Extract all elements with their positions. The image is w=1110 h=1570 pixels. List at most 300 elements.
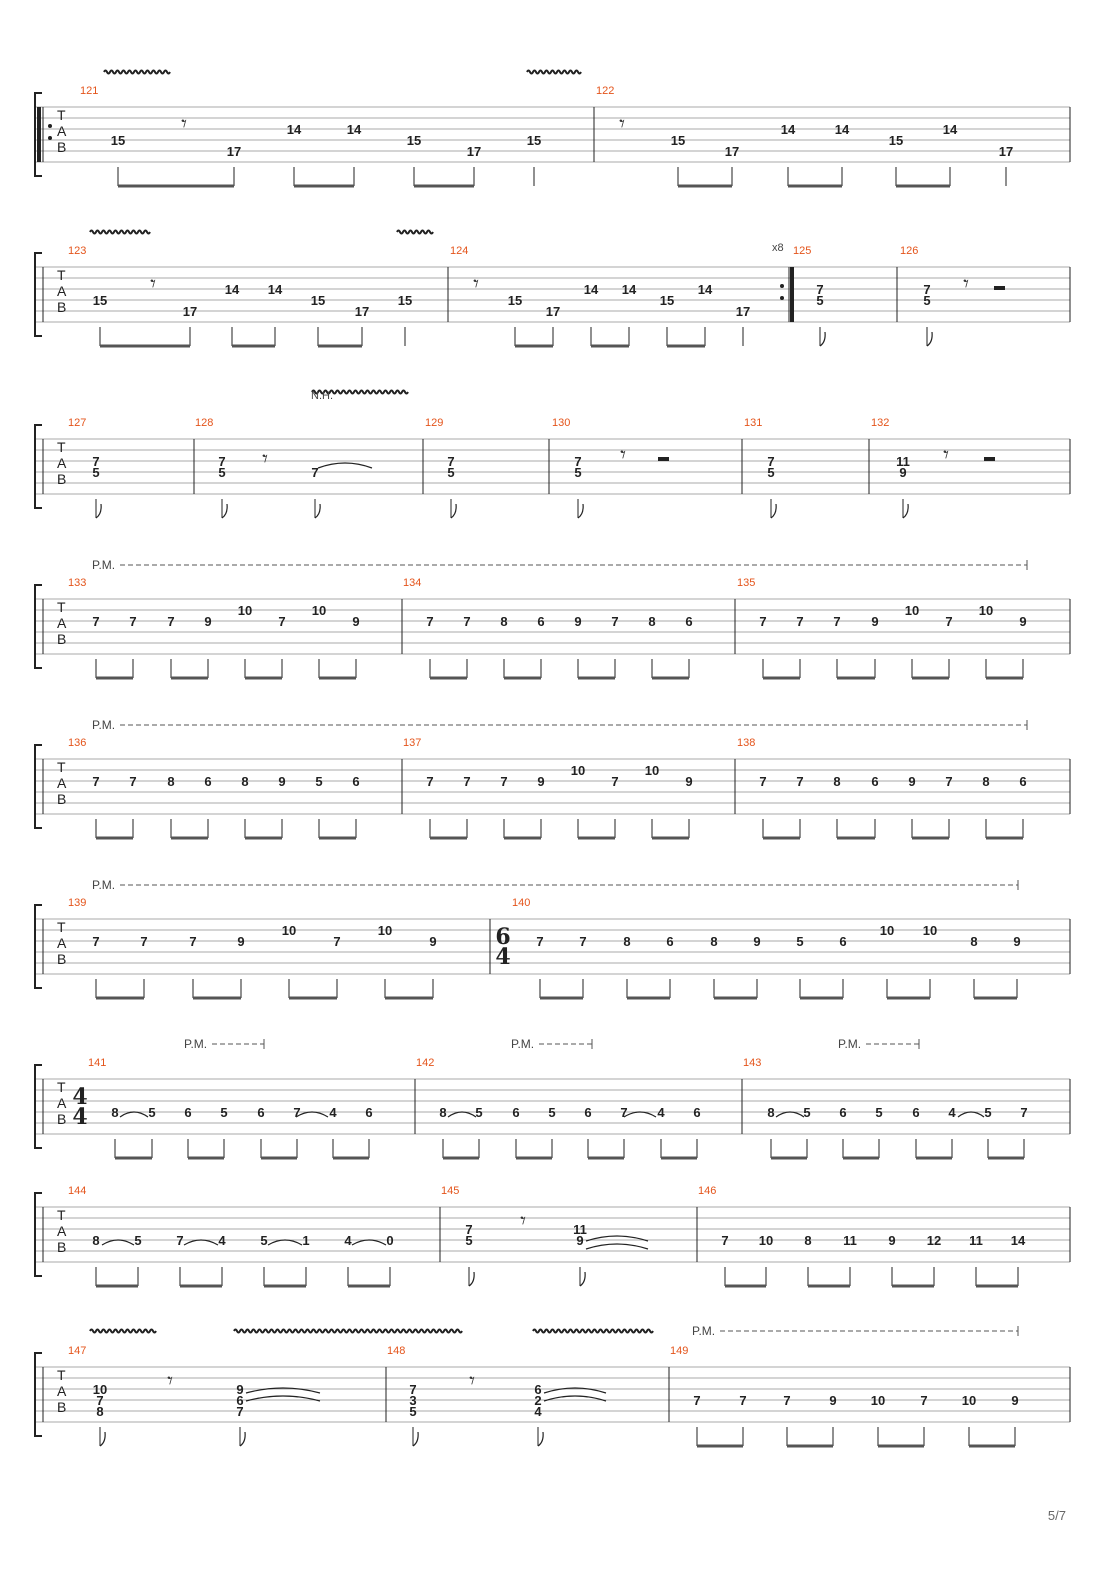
fret-number: 8 [982,774,990,789]
fret-number: 14 [346,122,362,137]
fret-number: 8 [970,934,978,949]
measure-number: 131 [744,417,763,429]
fret-number: 1 [302,1233,310,1248]
fret-number: 10 [978,603,994,618]
tab-clef-letter: A [57,123,67,139]
fret-number: 10 [870,1393,886,1408]
vibrato-mark [234,1330,462,1333]
fret-number: 9 [429,934,437,949]
system-bracket [35,1193,42,1276]
fret-number: 9 [1011,1393,1019,1408]
tab-clef-letter: B [57,1239,67,1255]
fret-number: 9 [871,614,879,629]
fret-number: 5 [875,1105,883,1120]
fret-number: 14 [583,282,599,297]
fret-number: 7 [923,282,931,297]
measure-number: 143 [743,1057,762,1069]
fret-number: 14 [834,122,850,137]
fret-number: 6 [512,1105,520,1120]
fret-number: 7 [611,614,619,629]
fret-number: 7 [311,465,319,480]
time-signature-bottom: 4 [72,1104,88,1130]
measure-number: 130 [552,417,571,429]
tab-clef-letter: T [57,107,66,123]
repeat-dot [48,124,52,128]
fret-number: 8 [804,1233,812,1248]
tab-clef-letter: B [57,631,67,647]
tie-arc [586,1244,648,1249]
fret-number: 6 [365,1105,373,1120]
measure-number: 147 [68,1345,87,1357]
tab-clef-letter: A [57,1383,67,1399]
note-flag [240,1432,245,1446]
fret-number: 6 [584,1105,592,1120]
fret-number: 5 [447,465,455,480]
measure-number: 127 [68,417,87,429]
measure-number: 142 [416,1057,435,1069]
tab-clef-letter: T [57,1367,66,1383]
fret-number: 7 [189,934,197,949]
fret-number: 9 [1013,934,1021,949]
fret-number: 8 [92,1233,100,1248]
fret-number: 7 [611,774,619,789]
palm-mute-label: P.M. [838,1037,862,1051]
note-flag [927,332,932,346]
fret-number: 7 [409,1382,417,1397]
measure-number: 122 [596,85,615,97]
tab-clef-letter: A [57,455,67,471]
fret-number: 14 [267,282,283,297]
tab-clef-letter: A [57,615,67,631]
fret-number: 7 [759,614,767,629]
fret-number: 5 [574,465,582,480]
measure-number: 136 [68,737,87,749]
half-rest [984,457,995,461]
fret-number: 14 [942,122,958,137]
measure-number: 139 [68,897,87,909]
fret-number: 14 [1010,1233,1026,1248]
fret-number: 15 [659,293,675,308]
fret-number: 7 [693,1393,701,1408]
tab-clef-letter: T [57,599,66,615]
fret-number: 6 [693,1105,701,1120]
fret-number: 15 [507,293,523,308]
measure-number: 140 [512,897,531,909]
fret-number: 17 [354,304,370,319]
tab-clef-letter: T [57,1207,66,1223]
fret-number: 6 [839,1105,847,1120]
measure-number: 128 [195,417,214,429]
fret-number: 11 [896,454,910,469]
fret-number: 7 [92,614,100,629]
fret-number: 2 [534,1393,542,1408]
tie-arc [448,1112,476,1117]
rest-symbol: 𝄾 [469,1369,475,1394]
fret-number: 15 [526,133,542,148]
measure-number: 124 [450,245,469,257]
fret-number: 5 [148,1105,156,1120]
time-signature-bottom: 4 [495,944,511,970]
fret-number: 14 [224,282,240,297]
fret-number: 7 [945,614,953,629]
fret-number: 6 [1019,774,1027,789]
tab-clef-letter: T [57,1079,66,1095]
fret-number: 15 [670,133,686,148]
fret-number: 4 [329,1105,337,1120]
fret-number: 4 [948,1105,956,1120]
note-flag [469,1272,474,1286]
tie-arc [184,1240,218,1245]
tie-arc [776,1112,804,1117]
fret-number: 14 [621,282,637,297]
repeat-dot [780,296,784,300]
fret-number: 7 [500,774,508,789]
harmonic-label: N.H. [311,390,333,402]
tie-arc [624,1112,656,1117]
fret-number: 17 [466,144,482,159]
fret-number: 5 [803,1105,811,1120]
system-bracket [35,253,42,336]
fret-number: 6 [534,1382,542,1397]
fret-number: 17 [735,304,751,319]
tab-clef-letter: B [57,139,67,155]
fret-number: 14 [286,122,302,137]
rest-symbol: 𝄾 [473,272,479,297]
fret-number: 9 [352,614,360,629]
system-bracket [35,1353,42,1436]
fret-number: 8 [167,774,175,789]
fret-number: 9 [278,774,286,789]
fret-number: 5 [134,1233,142,1248]
fret-number: 15 [406,133,422,148]
tab-clef-letter: A [57,1095,67,1111]
palm-mute-label: P.M. [184,1037,208,1051]
vibrato-mark [533,1330,653,1333]
measure-number: 134 [403,577,422,589]
tab-clef-letter: A [57,283,67,299]
note-flag [538,1432,543,1446]
fret-number: 6 [685,614,693,629]
note-flag [578,504,583,518]
system-bracket [35,905,42,988]
fret-number: 7 [796,614,804,629]
tab-clef-letter: B [57,299,67,315]
fret-number: 7 [167,614,175,629]
measure-number: 144 [68,1185,87,1197]
system-bracket [35,425,42,508]
vibrato-mark [90,1330,156,1333]
fret-number: 7 [129,614,137,629]
fret-number: 6 [257,1105,265,1120]
tie-arc [296,1112,328,1117]
tie-arc [102,1240,134,1245]
fret-number: 6 [204,774,212,789]
rest-symbol: 𝄾 [520,1209,526,1234]
palm-mute-label: P.M. [511,1037,535,1051]
fret-number: 6 [184,1105,192,1120]
fret-number: 15 [888,133,904,148]
page-number: 5/7 [1047,1508,1066,1523]
fret-number: 11 [843,1233,857,1248]
fret-number: 5 [475,1105,483,1120]
fret-number: 7 [1020,1105,1028,1120]
palm-mute-label: P.M. [692,1324,716,1338]
fret-number: 10 [904,603,920,618]
rest-symbol: 𝄾 [150,272,156,297]
fret-number: 7 [463,614,471,629]
fret-number: 9 [237,934,245,949]
fret-number: 8 [500,614,508,629]
fret-number: 7 [333,934,341,949]
vibrato-mark [90,231,150,234]
fret-number: 9 [537,774,545,789]
note-flag [580,1272,585,1286]
tab-clef-letter: A [57,935,67,951]
note-flag [771,504,776,518]
fret-number: 4 [657,1105,665,1120]
fret-number: 6 [912,1105,920,1120]
fret-number: 8 [767,1105,775,1120]
fret-number: 7 [721,1233,729,1248]
fret-number: 10 [377,923,393,938]
tab-clef-letter: B [57,1399,67,1415]
fret-number: 6 [666,934,674,949]
fret-number: 5 [92,465,100,480]
fret-number: 17 [545,304,561,319]
fret-number: 17 [226,144,242,159]
rest-symbol: 𝄾 [620,443,626,468]
system-bracket [35,585,42,668]
fret-number: 17 [998,144,1014,159]
note-flag [315,504,320,518]
fret-number: 7 [92,774,100,789]
fret-number: 5 [816,293,824,308]
fret-number: 7 [140,934,148,949]
fret-number: 5 [923,293,931,308]
measure-number: 132 [871,417,890,429]
fret-number: 7 [463,774,471,789]
measure-number: 146 [698,1185,717,1197]
fret-number: 9 [888,1233,896,1248]
fret-number: 7 [447,454,455,469]
tab-clef-letter: B [57,951,67,967]
system-bracket [35,1065,42,1148]
fret-number: 7 [620,1105,628,1120]
fret-number: 15 [397,293,413,308]
tab-clef-letter: B [57,791,67,807]
fret-number: 15 [92,293,108,308]
time-signature-top: 4 [72,1084,88,1110]
measure-number: 125 [793,245,812,257]
fret-number: 7 [759,774,767,789]
fret-number: 8 [96,1404,104,1419]
fret-number: 7 [96,1393,104,1408]
measure-number: 149 [670,1345,689,1357]
system-bracket [35,745,42,828]
tie-arc [318,463,372,468]
tab-clef-letter: B [57,471,67,487]
fret-number: 10 [237,603,253,618]
fret-number: 7 [816,282,824,297]
rest-symbol: 𝄾 [963,272,969,297]
fret-number: 7 [579,934,587,949]
tie-arc [958,1112,984,1117]
fret-number: 10 [644,763,660,778]
repeat-start-bar [37,107,41,162]
fret-number: 8 [833,774,841,789]
note-flag [100,1432,105,1446]
fret-number: 8 [241,774,249,789]
fret-number: 7 [92,454,100,469]
fret-number: 10 [961,1393,977,1408]
fret-number: 10 [92,1382,108,1397]
fret-number: 4 [534,1404,542,1419]
fret-number: 8 [439,1105,447,1120]
half-rest [994,286,1005,290]
half-rest [658,457,669,461]
measure-number: 141 [88,1057,107,1069]
rest-symbol: 𝄾 [181,112,187,137]
rest-symbol: 𝄾 [619,112,625,137]
tie-arc [268,1240,302,1245]
fret-number: 7 [574,454,582,469]
tab-clef-letter: B [57,1111,67,1127]
repeat-dot [780,284,784,288]
fret-number: 6 [352,774,360,789]
measure-number: 133 [68,577,87,589]
note-flag [413,1432,418,1446]
measure-number: 145 [441,1185,460,1197]
fret-number: 7 [426,614,434,629]
fret-number: 9 [685,774,693,789]
fret-number: 7 [767,454,775,469]
repeat-count: x8 [772,242,784,254]
repeat-end-bar [790,267,794,322]
time-signature-top: 6 [495,924,511,950]
fret-number: 7 [129,774,137,789]
measure-number: 129 [425,417,444,429]
fret-number: 7 [920,1393,928,1408]
fret-number: 8 [710,934,718,949]
fret-number: 9 [236,1382,244,1397]
fret-number: 6 [871,774,879,789]
fret-number: 8 [623,934,631,949]
fret-number: 9 [829,1393,837,1408]
fret-number: 5 [767,465,775,480]
rest-symbol: 𝄾 [167,1369,173,1394]
fret-number: 11 [969,1233,983,1248]
measure-number: 138 [737,737,756,749]
palm-mute-label: P.M. [92,878,116,892]
fret-number: 5 [796,934,804,949]
vibrato-mark [527,71,581,74]
fret-number: 11 [573,1222,587,1237]
rest-symbol: 𝄾 [262,447,268,472]
fret-number: 10 [281,923,297,938]
fret-number: 3 [409,1393,417,1408]
note-flag [222,504,227,518]
fret-number: 5 [260,1233,268,1248]
fret-number: 17 [724,144,740,159]
fret-number: 10 [570,763,586,778]
fret-number: 9 [576,1233,584,1248]
tab-clef-letter: T [57,759,66,775]
fret-number: 8 [111,1105,119,1120]
fret-number: 7 [293,1105,301,1120]
fret-number: 5 [548,1105,556,1120]
fret-number: 6 [537,614,545,629]
fret-number: 10 [922,923,938,938]
fret-number: 15 [110,133,126,148]
tab-clef-letter: T [57,267,66,283]
vibrato-mark [397,231,433,234]
vibrato-mark [104,71,170,74]
fret-number: 7 [945,774,953,789]
fret-number: 6 [236,1393,244,1408]
fret-number: 7 [796,774,804,789]
fret-number: 9 [574,614,582,629]
fret-number: 5 [465,1233,473,1248]
repeat-dot [48,136,52,140]
fret-number: 7 [739,1393,747,1408]
fret-number: 7 [278,614,286,629]
fret-number: 10 [879,923,895,938]
fret-number: 5 [409,1404,417,1419]
measure-number: 123 [68,245,87,257]
fret-number: 7 [833,614,841,629]
fret-number: 9 [899,465,907,480]
fret-number: 4 [218,1233,226,1248]
note-flag [820,332,825,346]
fret-number: 5 [984,1105,992,1120]
fret-number: 8 [648,614,656,629]
measure-number: 121 [80,85,99,97]
tab-clef-letter: T [57,919,66,935]
fret-number: 17 [182,304,198,319]
note-flag [903,504,908,518]
tab-clef-letter: T [57,439,66,455]
fret-number: 14 [697,282,713,297]
fret-number: 9 [204,614,212,629]
fret-number: 7 [92,934,100,949]
fret-number: 9 [753,934,761,949]
fret-number: 12 [926,1233,942,1248]
measure-number: 126 [900,245,919,257]
tie-arc [352,1240,386,1245]
fret-number: 7 [176,1233,184,1248]
fret-number: 7 [236,1404,244,1419]
fret-number: 5 [220,1105,228,1120]
fret-number: 4 [344,1233,352,1248]
fret-number: 6 [839,934,847,949]
fret-number: 7 [536,934,544,949]
tie-arc [120,1112,148,1117]
fret-number: 5 [218,465,226,480]
fret-number: 5 [315,774,323,789]
measure-number: 135 [737,577,756,589]
fret-number: 15 [310,293,326,308]
fret-number: 9 [1019,614,1027,629]
measure-number: 148 [387,1345,406,1357]
fret-number: 14 [780,122,796,137]
fret-number: 7 [783,1393,791,1408]
note-flag [451,504,456,518]
note-flag [96,504,101,518]
fret-number: 10 [758,1233,774,1248]
palm-mute-label: P.M. [92,718,116,732]
fret-number: 7 [426,774,434,789]
palm-mute-label: P.M. [92,558,116,572]
